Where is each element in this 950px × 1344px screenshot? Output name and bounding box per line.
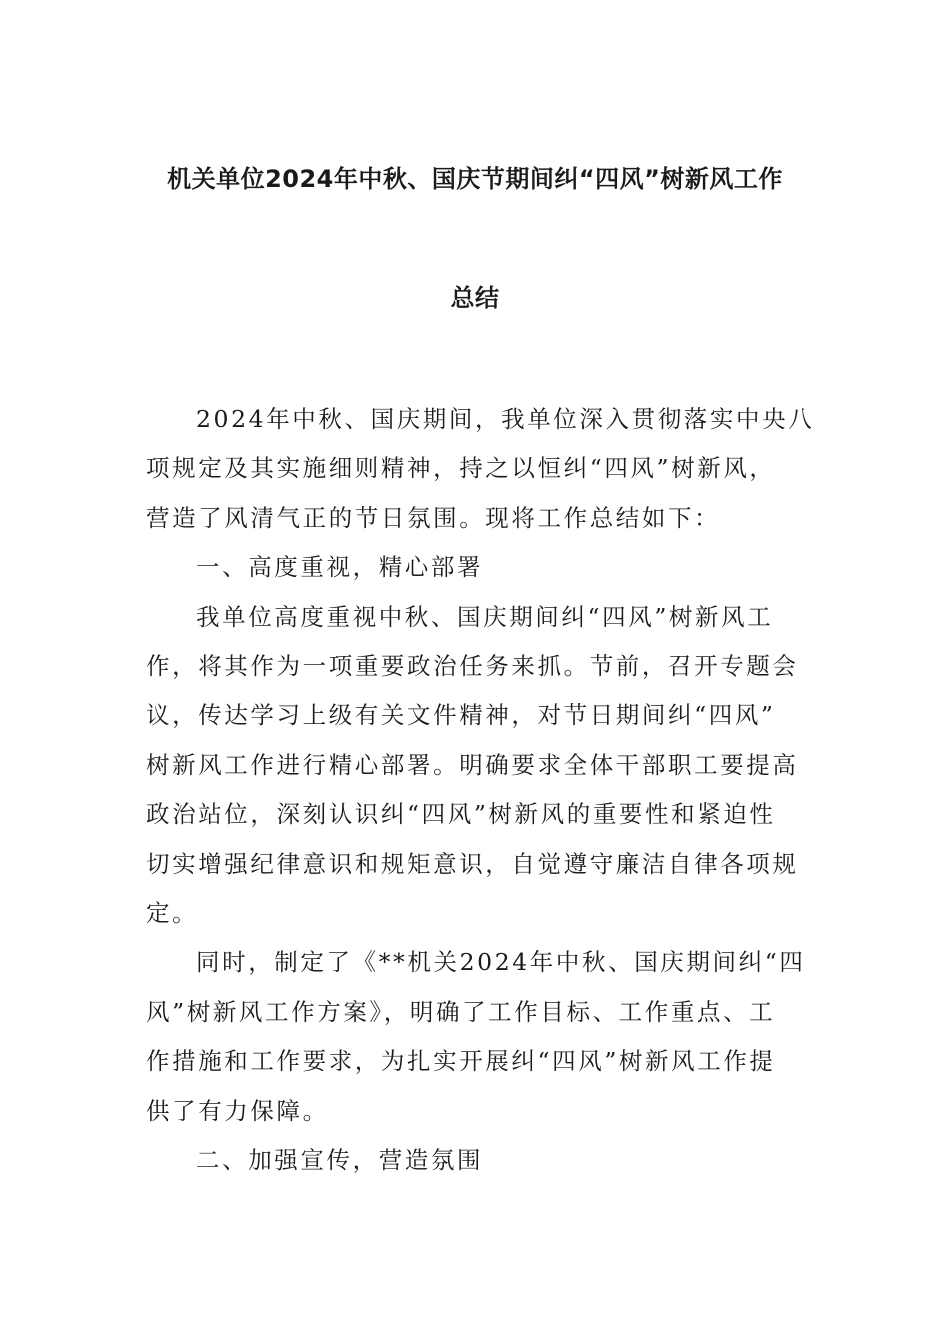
paragraph-intro — [146, 395, 815, 543]
paragraph-section-1-b — [146, 938, 806, 1136]
paragraph-line: 营造了风清气正的节日氛围。现将工作总结如下： — [146, 503, 721, 532]
paragraph-line: 议，传达学习上级有关文件精神，对节日期间纠“四风” — [146, 701, 776, 730]
section-heading-2 — [146, 1136, 806, 1185]
paragraph-line: 树新风工作进行精心部署。明确要求全体干部职工要提高 — [146, 750, 799, 779]
paragraph-line: 作，将其作为一项重要政治任务来抓。节前，召开专题会 — [146, 652, 799, 681]
document-body — [146, 395, 815, 1186]
paragraph-line: 作措施和工作要求，为扎实开展纠“四风”树新风工作提 — [146, 1047, 776, 1076]
document-title-line-1: 机关单位2024年中秋、国庆节期间纠“四风”树新风工作 — [167, 165, 783, 193]
section-heading-text: 二、加强宣传，营造氛围 — [196, 1146, 484, 1175]
paragraph-line: 切实增强纪律意识和规矩意识，自觉遵守廉洁自律各项规 — [146, 849, 799, 878]
paragraph-line: 定。 — [146, 899, 199, 928]
paragraph-section-1-a — [146, 593, 806, 939]
paragraph-line: 2024年中秋、国庆期间，我单位深入贯彻落实中央八 — [196, 405, 815, 433]
paragraph-line: 项规定及其实施细则精神，持之以恒纠“四风”树新风， — [146, 454, 776, 483]
document-title-line-2: 总结 — [450, 284, 500, 312]
paragraph-line: 政治站位，深刻认识纠“四风”树新风的重要性和紧迫性 — [146, 800, 776, 829]
section-heading-1 — [146, 543, 806, 592]
section-heading-text: 一、高度重视，精心部署 — [196, 553, 484, 582]
paragraph-line: 供了有力保障。 — [146, 1096, 329, 1125]
paragraph-line: 我单位高度重视中秋、国庆期间纠“四风”树新风工 — [196, 602, 774, 631]
paragraph-line: 风”树新风工作方案》，明确了工作目标、工作重点、工 — [146, 997, 776, 1026]
paragraph-line: 同时，制定了《**机关2024年中秋、国庆期间纠“四 — [196, 948, 806, 977]
